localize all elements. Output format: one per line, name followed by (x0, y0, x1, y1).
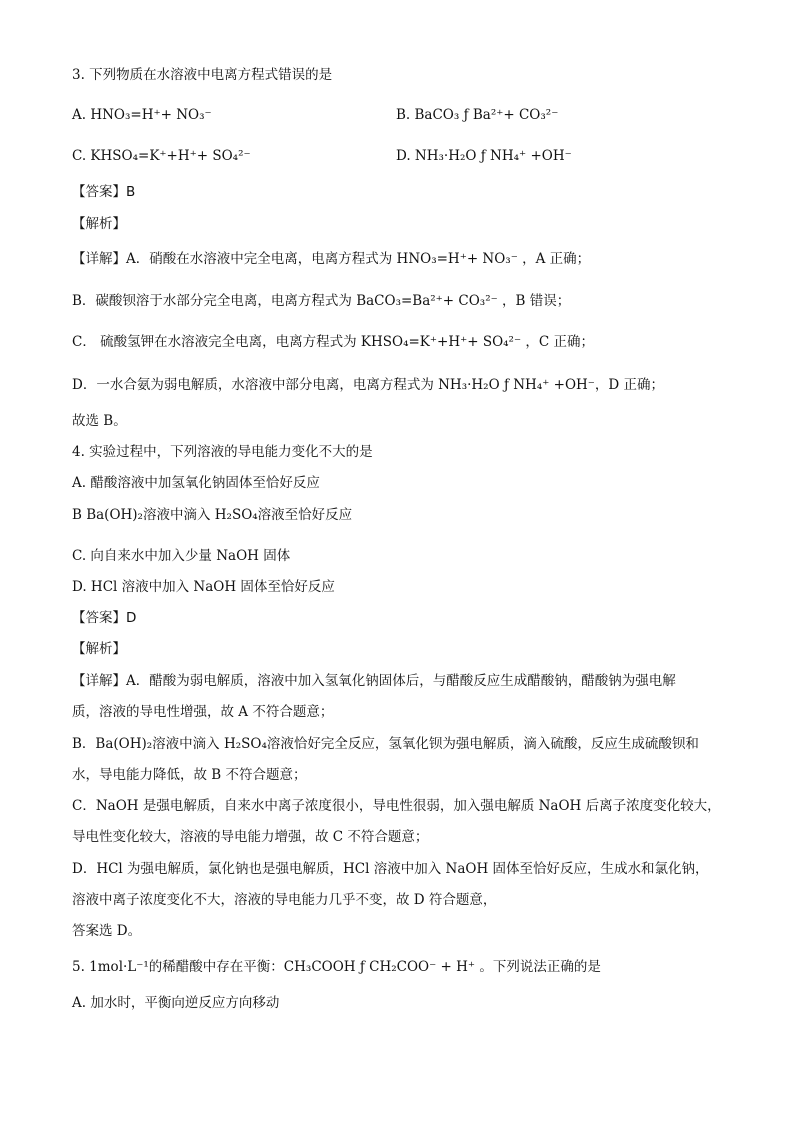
q4-detail-a-line2: 质，溶液的导电性增强，故 A 不符合题意； (72, 704, 334, 720)
q3-option-c: C. KHSO₄=K⁺+H⁺+ SO₄²⁻ (72, 148, 251, 164)
q3-option-a: A. HNO₃=H⁺+ NO₃⁻ (72, 107, 212, 123)
q3-detail-c: C． 硫酸氢钾在水溶液完全电离，电离方程式为 KHSO₄=K⁺+H⁺+ SO₄²⁻ ，C 正确； (72, 334, 595, 350)
q4-option-a: A. 醋酸溶液中加氢氧化钠固体至恰好反应 (72, 475, 320, 491)
q4-detail-c-line2: 导电性变化较大，溶液的导电能力增强，故 C 不符合题意； (72, 829, 429, 845)
q4-option-b: B Ba(OH)₂溶液中滴入 H₂SO₄溶液至恰好反应 (72, 507, 353, 523)
q5-option-a: A. 加水时，平衡向逆反应方向移动 (72, 995, 280, 1011)
q3-detail-a: 【详解】A．硝酸在水溶液中完全电离，电离方程式为 HNO₃=H⁺+ NO₃⁻ ，A 正确； (72, 251, 591, 267)
q4-detail-b-line2: 水，导电能力降低，故 B 不符合题意； (72, 767, 307, 783)
q4-option-d: D. HCl 溶液中加入 NaOH 固体至恰好反应 (72, 579, 335, 595)
q4-analysis-label: 【解析】 (72, 641, 126, 657)
q4-stem: 4. 实验过程中，下列溶液的导电能力变化不大的是 (72, 444, 373, 460)
q3-stem: 3. 下列物质在水溶液中电离方程式错误的是 (72, 67, 333, 83)
q4-detail-d-line2: 溶液中离子浓度变化不大，溶液的导电能力几乎不变，故 D 符合题意， (72, 892, 497, 908)
q3-option-d: D. NH₃·H₂O ƒ NH₄⁺ +OH⁻ (396, 148, 572, 164)
q4-detail-c-line1: C．NaOH 是强电解质，自来水中离子浓度很小，导电性很弱，加入强电解质 NaOH 后离子浓度变化较大， (72, 798, 721, 814)
q4-conclusion: 答案选 D。 (72, 923, 142, 939)
q3-detail-b: B．碳酸钡溶于水部分完全电离，电离方程式为 BaCO₃=Ba²⁺+ CO₃²⁻ ，B 错误； (72, 293, 571, 309)
q3-analysis-label: 【解析】 (72, 216, 126, 232)
q4-answer: 【答案】D (72, 610, 137, 626)
q3-option-b: B. BaCO₃ ƒ Ba²⁺+ CO₃²⁻ (396, 107, 559, 123)
q3-conclusion: 故选 B。 (72, 413, 127, 429)
q4-detail-a-line1: 【详解】A．醋酸为弱电解质，溶液中加入氢氧化钠固体后，与醋酸反应生成醋酸钠，醋酸钠为强电解 (72, 673, 676, 689)
q4-option-c: C. 向自来水中加入少量 NaOH 固体 (72, 548, 291, 564)
q3-detail-d: D．一水合氨为弱电解质，水溶液中部分电离，电离方程式为 NH₃·H₂O ƒ NH₄⁺ +OH⁻，D 正确； (72, 377, 665, 393)
q3-answer: 【答案】B (72, 184, 136, 200)
q5-stem: 5. 1mol·L⁻¹的稀醋酸中存在平衡：CH₃COOH ƒ CH₂COO⁻ + H⁺ 。下列说法正确的是 (72, 959, 601, 975)
q4-detail-d-line1: D．HCl 为强电解质，氯化钠也是强电解质，HCl 溶液中加入 NaOH 固体至恰好反应，生成水和氯化钠， (72, 861, 709, 877)
q4-detail-b-line1: B．Ba(OH)₂溶液中滴入 H₂SO₄溶液恰好完全反应，氢氧化钡为强电解质，滴入硫酸，反应生成硫酸钡和 (72, 736, 699, 752)
